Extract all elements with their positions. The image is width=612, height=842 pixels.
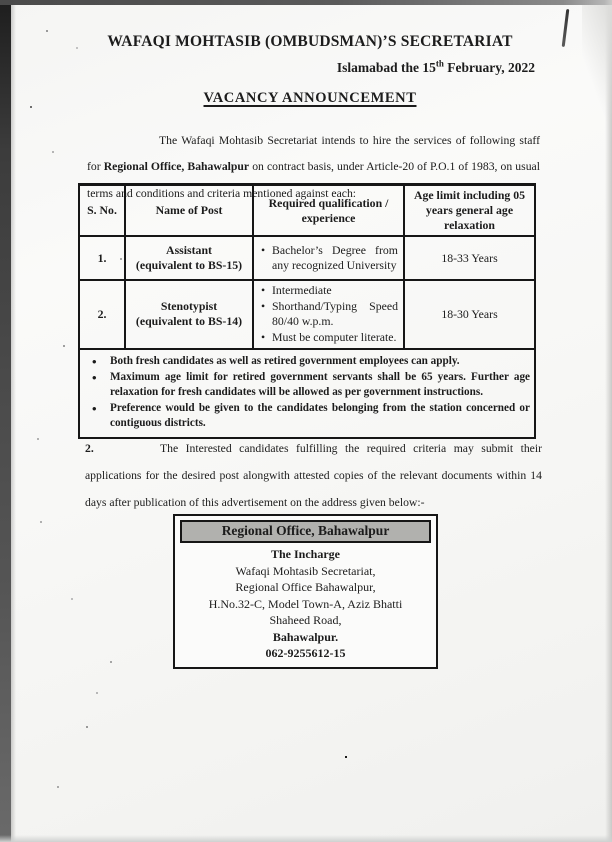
- cell-sno-1: 1.: [79, 236, 125, 280]
- table-notes-row: [79, 349, 535, 439]
- address-line-secretariat: Wafaqi Mohtasib Secretariat,: [235, 563, 376, 578]
- scan-noise: [0, 0, 2, 2]
- qualification-item: • Shorthand/Typing Speed 80/40 w.p.m.: [261, 299, 398, 330]
- cell-qualification-2: [253, 280, 404, 348]
- address-line-office: Regional Office Bahawalpur,: [235, 580, 376, 594]
- post-grade-2: (equivalent to BS-14): [135, 314, 243, 329]
- org-title: WAFAQI MOHTASIB (OMBUDSMAN)’S SECRETARIAT: [107, 33, 513, 50]
- qualification-item: • Must be computer literate.: [261, 330, 398, 346]
- qualification-list-2: [259, 283, 398, 345]
- paper-corner-shade: [582, 5, 612, 145]
- doc-title: VACANCY ANNOUNCEMENT: [203, 90, 417, 106]
- date-suffix: February, 2022: [443, 60, 535, 75]
- cell-age-1: 18-33 Years: [404, 236, 535, 280]
- header-cell-age-limit: Age limit including 05 years general age relaxation: [404, 185, 535, 237]
- post-name-2: Stenotypist: [160, 299, 218, 314]
- intro-text-post: on contract basis, under Article-20 of P.O.1 of 1983, on usual terms and conditions and criteria mentioned against each:: [87, 160, 540, 200]
- scan-bottom-edge-shade: [0, 835, 612, 842]
- table-row-stenotypist: [79, 280, 535, 348]
- intro-text-pre: The Wafaqi Mohtasib Secretariat intends to hire the services of following staff for: [87, 133, 540, 174]
- application-paragraph: [85, 435, 542, 516]
- note-item: • Maximum age limit for retired government servants shall be 65 years. Further age relaxation for fresh candidates will be allowed as per government instructions.: [88, 370, 530, 400]
- post-name-1: Assistant: [166, 242, 212, 257]
- address-line-street: H.No.32-C, Model Town-A, Aziz Bhatti: [208, 596, 403, 611]
- scan-left-edge-soft-shadow: [11, 0, 16, 842]
- qualification-list-1: [259, 243, 398, 274]
- qualification-item: • Bachelor’s Degree from any recognized University: [261, 243, 398, 274]
- application-paragraph-text: The Interested candidates fulfilling the required criteria may submit their applications for the desired post alongwith attested copies of the relevant documents within 14 days after publication of this advertisement on the address given below:-: [85, 441, 542, 509]
- date-ordinal-superscript: th: [435, 58, 444, 69]
- note-item: • Preference would be given to the candidates belonging from the station concerned or contiguous districts.: [88, 401, 530, 431]
- header-cell-sno: S. No.: [79, 185, 125, 237]
- notes-cell: [79, 349, 535, 439]
- address-line-phone: 062-9255612-15: [265, 646, 346, 660]
- address-line-incharge: The Incharge: [271, 547, 340, 561]
- pen-mark: [562, 9, 570, 47]
- address-line-city: Bahawalpur.: [272, 629, 339, 644]
- scan-top-edge-shadow: [0, 0, 612, 5]
- paragraph-number: 2.: [85, 441, 94, 455]
- qualification-item: • Intermediate: [261, 283, 398, 299]
- scan-left-edge-shadow: [0, 0, 11, 842]
- date-line: [85, 60, 535, 76]
- address-box-title: Regional Office, Bahawalpur: [180, 520, 431, 543]
- intro-office-name: Regional Office, Bahawalpur: [103, 160, 250, 174]
- address-box: [173, 514, 438, 669]
- header-cell-post: Name of Post: [125, 185, 253, 237]
- cell-post-2: [125, 280, 253, 348]
- cell-post-1: [125, 236, 253, 280]
- table-row-assistant: [79, 236, 535, 280]
- post-grade-1: (equivalent to BS-15): [135, 258, 243, 273]
- vacancy-table-header: [79, 185, 535, 237]
- date-prefix: Islamabad the 15: [336, 60, 436, 75]
- address-line-road: Shaheed Road,: [269, 613, 342, 627]
- vacancy-table: [78, 183, 536, 439]
- note-item: • Both fresh candidates as well as retired government employees can apply.: [88, 354, 530, 369]
- cell-age-2: 18-30 Years: [404, 280, 535, 348]
- address-lines: [180, 543, 431, 664]
- notes-list: [88, 354, 530, 432]
- header-cell-qualification: Required qualification / experience: [253, 185, 404, 237]
- doc-title-wrap: [85, 89, 535, 107]
- cell-qualification-1: [253, 236, 404, 280]
- cell-sno-2: 2.: [79, 280, 125, 348]
